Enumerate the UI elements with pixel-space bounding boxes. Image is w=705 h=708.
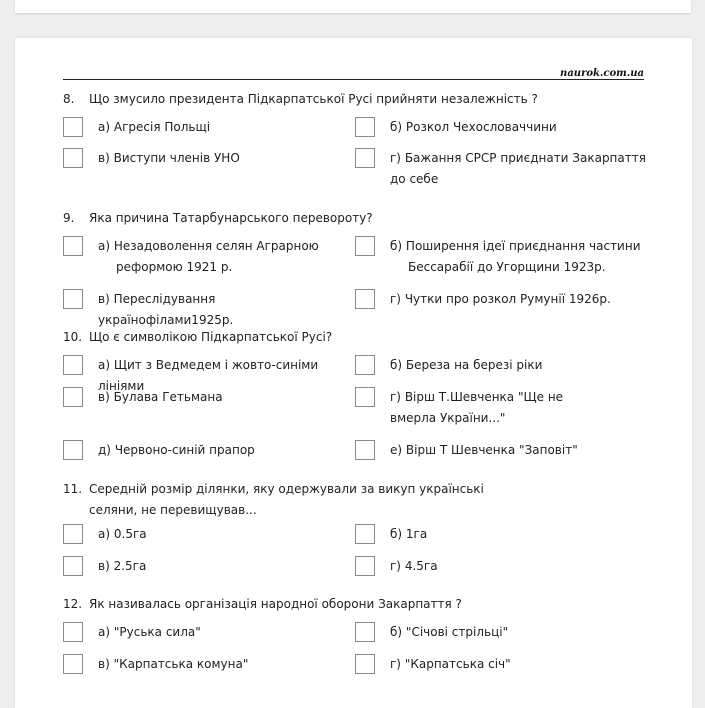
question-8	[63, 89, 543, 110]
option-letter: б)	[390, 120, 403, 134]
answer-checkbox[interactable]	[63, 289, 83, 309]
option-text: 0.5га	[113, 527, 147, 541]
answer-checkbox[interactable]	[63, 387, 83, 407]
answer-checkbox[interactable]	[355, 355, 375, 375]
option-text: "Карпатська січ"	[404, 657, 511, 671]
option-text: 4.5га	[404, 559, 438, 573]
answer-checkbox[interactable]	[355, 440, 375, 460]
question-text: Як називалась організація народної оборони Закарпаття ?	[89, 597, 462, 611]
answer-checkbox[interactable]	[355, 289, 375, 309]
answer-checkbox[interactable]	[355, 654, 375, 674]
question-10	[63, 327, 543, 348]
option-letter: в)	[98, 390, 110, 404]
previous-page-edge	[15, 0, 691, 13]
option-letter: а)	[98, 239, 111, 253]
option-text: Булава Гетьмана	[113, 390, 223, 404]
answer-checkbox[interactable]	[355, 117, 375, 137]
option-letter: в)	[98, 151, 110, 165]
option-text: "Руська сила"	[113, 625, 201, 639]
option-letter: в)	[98, 657, 110, 671]
answer-checkbox[interactable]	[63, 355, 83, 375]
option-text: Виступи членів УНО	[113, 151, 240, 165]
option-text: "Січові стрільці"	[405, 625, 509, 639]
question-11	[63, 479, 533, 521]
question-9	[63, 208, 543, 229]
question-number: 9.	[63, 211, 75, 225]
option-letter: б)	[390, 358, 403, 372]
question-number: 11.	[63, 482, 83, 496]
question-text: Яка причина Татарбунарського перевороту?	[89, 211, 373, 225]
option-text: Переслідування українофілами1925р.	[98, 292, 234, 327]
site-label: naurok.com.ua	[560, 68, 644, 79]
answer-checkbox[interactable]	[355, 556, 375, 576]
question-number: 10.	[63, 330, 83, 344]
option-text: Щит з Ведмедем і жовто-синіми лініями	[98, 358, 319, 393]
worksheet-page	[15, 38, 692, 708]
answer-checkbox[interactable]	[355, 236, 375, 256]
option-text: Агресія Польщі	[113, 120, 211, 134]
option-text: Незадоволення селян Аграрною реформою 1921 р.	[113, 239, 319, 274]
option-letter: в)	[98, 292, 110, 306]
option-letter: а)	[98, 120, 111, 134]
option-letter: г)	[390, 657, 401, 671]
question-text: Середній розмір ділянки, яку одержували за викуп українські селяни, не перевищував...	[89, 482, 484, 517]
answer-checkbox[interactable]	[63, 654, 83, 674]
option-text: Червоно-синій прапор	[114, 443, 255, 457]
option-letter: д)	[98, 443, 111, 457]
option-letter: б)	[390, 625, 403, 639]
option-letter: а)	[98, 625, 111, 639]
option-text: Вірш Т.Шевченка "Ще не вмерла України..."	[390, 390, 564, 425]
question-number: 8.	[63, 92, 75, 106]
answer-checkbox[interactable]	[63, 556, 83, 576]
answer-checkbox[interactable]	[355, 622, 375, 642]
answer-checkbox[interactable]	[63, 622, 83, 642]
question-text: Що змусило президента Підкарпатської Русі прийняти незалежність ?	[89, 92, 538, 106]
option-letter: в)	[98, 559, 110, 573]
answer-checkbox[interactable]	[63, 148, 83, 168]
option-letter: а)	[98, 527, 111, 541]
answer-checkbox[interactable]	[63, 236, 83, 256]
option-letter: е)	[390, 443, 403, 457]
option-text: "Карпатська комуна"	[113, 657, 249, 671]
option-letter: б)	[390, 239, 403, 253]
answer-checkbox[interactable]	[63, 117, 83, 137]
answer-checkbox[interactable]	[355, 387, 375, 407]
option-letter: г)	[390, 559, 401, 573]
answer-checkbox[interactable]	[63, 524, 83, 544]
option-text: 2.5га	[113, 559, 147, 573]
question-12	[63, 594, 543, 615]
option-text: Бажання СРСР приєднати Закарпаття до себе	[390, 151, 646, 186]
option-text: Чутки про розкол Румунії 1926р.	[404, 292, 611, 306]
option-letter: г)	[390, 151, 401, 165]
option-text: Вірш Т Шевченка "Заповіт"	[405, 443, 578, 457]
option-text: Поширення ідеї приєднання частини Бессарабії до Угорщини 1923р.	[405, 239, 641, 274]
answer-checkbox[interactable]	[355, 148, 375, 168]
option-letter: г)	[390, 390, 401, 404]
question-number: 12.	[63, 597, 83, 611]
option-letter: а)	[98, 358, 111, 372]
header-rule	[63, 79, 644, 80]
option-text: Береза на березі ріки	[405, 358, 543, 372]
answer-checkbox[interactable]	[63, 440, 83, 460]
question-text: Що є символікою Підкарпатської Русі?	[89, 330, 333, 344]
option-text: Розкол Чехословаччини	[405, 120, 557, 134]
option-letter: б)	[390, 527, 403, 541]
answer-checkbox[interactable]	[355, 524, 375, 544]
option-text: 1га	[405, 527, 428, 541]
option-letter: г)	[390, 292, 401, 306]
